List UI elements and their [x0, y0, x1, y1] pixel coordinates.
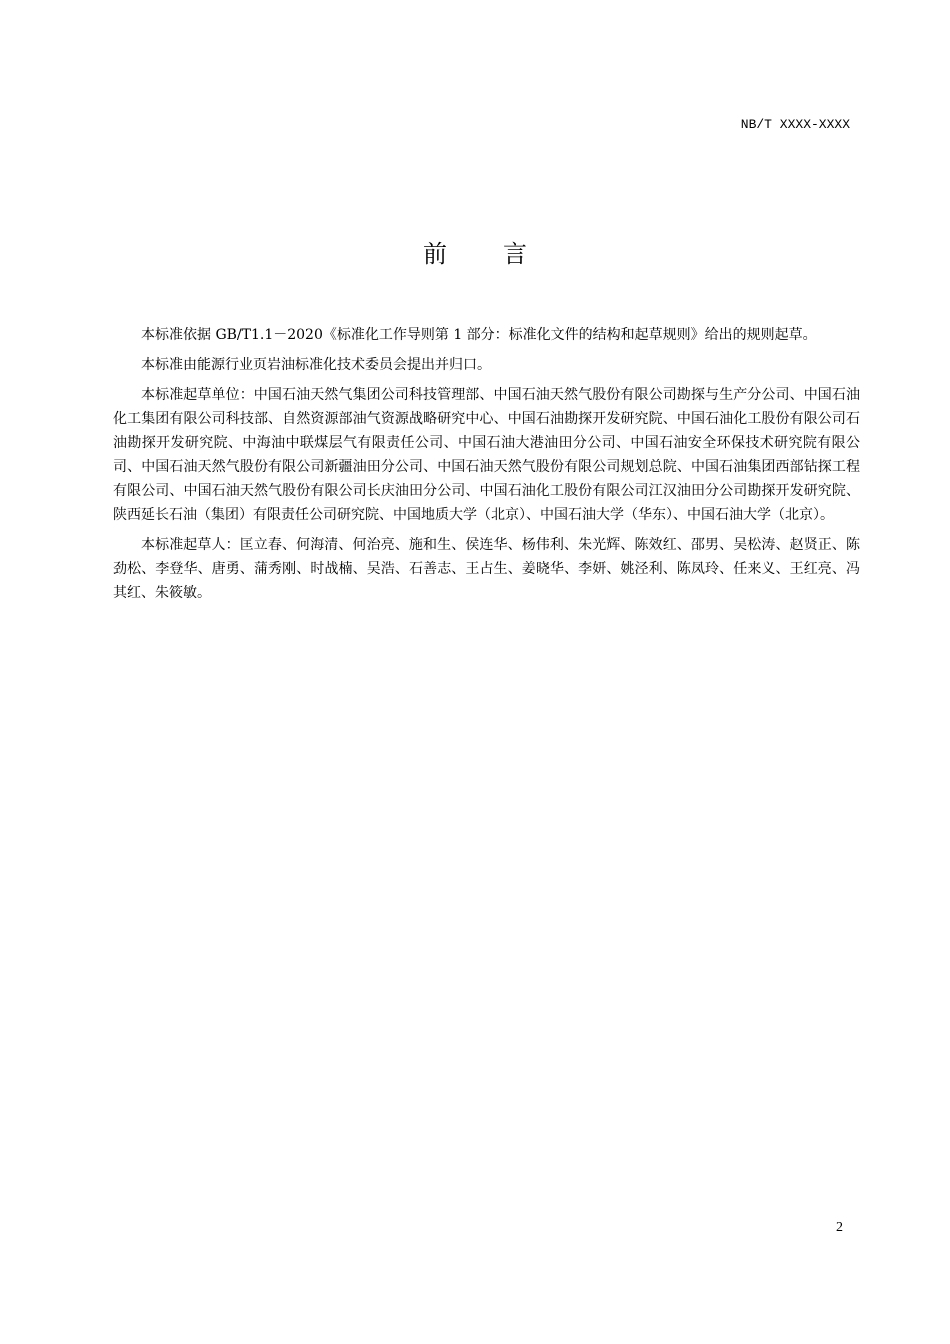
paragraph-drafting-units: 本标准起草单位：中国石油天然气集团公司科技管理部、中国石油天然气股份有限公司勘探与生产分公司、中国石油化工集团有限公司科技部、自然资源部油气资源战略研究中心、中国石油勘探开发研究院、中国石油化工股份有限公司石油勘探开发研究院、中海油中联煤层气有限责任公司、中国石油大港油田分公司、中国石油安全环保技术研究院有限公司、中国石油天然气股份有限公司新疆油田分公司、中国石油天然气股份有限公司规划总院、中国石油集团西部钻探工程有限公司、中国石油天然气股份有限公司长庆油田分公司、中国石油化工股份有限公司江汉油田分公司勘探开发研究院、陕西延长石油（集团）有限责任公司研究院、中国地质大学（北京）、中国石油大学（华东）、中国石油大学（北京）。: [113, 387, 860, 523]
standard-code: NB/T XXXX-XXXX: [740, 117, 850, 132]
paragraph-drafting-rules: 本标准依据 GB/T1.1－2020《标准化工作导则第 1 部分：标准化文件的结构和起草规则》给出的规则起草。: [141, 327, 817, 343]
page-number: 2: [836, 1220, 843, 1235]
paragraph-proposer: 本标准由能源行业页岩油标准化技术委员会提出并归口。: [141, 357, 491, 373]
foreword-body: [113, 323, 860, 611]
paragraph-drafters: 本标准起草人：匡立春、何海清、何治亮、施和生、侯连华、杨伟利、朱光辉、陈效红、邵男、吴松涛、赵贤正、陈劲松、李登华、唐勇、蒲秀刚、时战楠、吴浩、石善志、王占生、姜晓华、李妍、姚泾利、陈凤玲、任来义、王红亮、冯其红、朱筱敏。: [113, 537, 860, 601]
page-title: 前言: [423, 240, 583, 268]
